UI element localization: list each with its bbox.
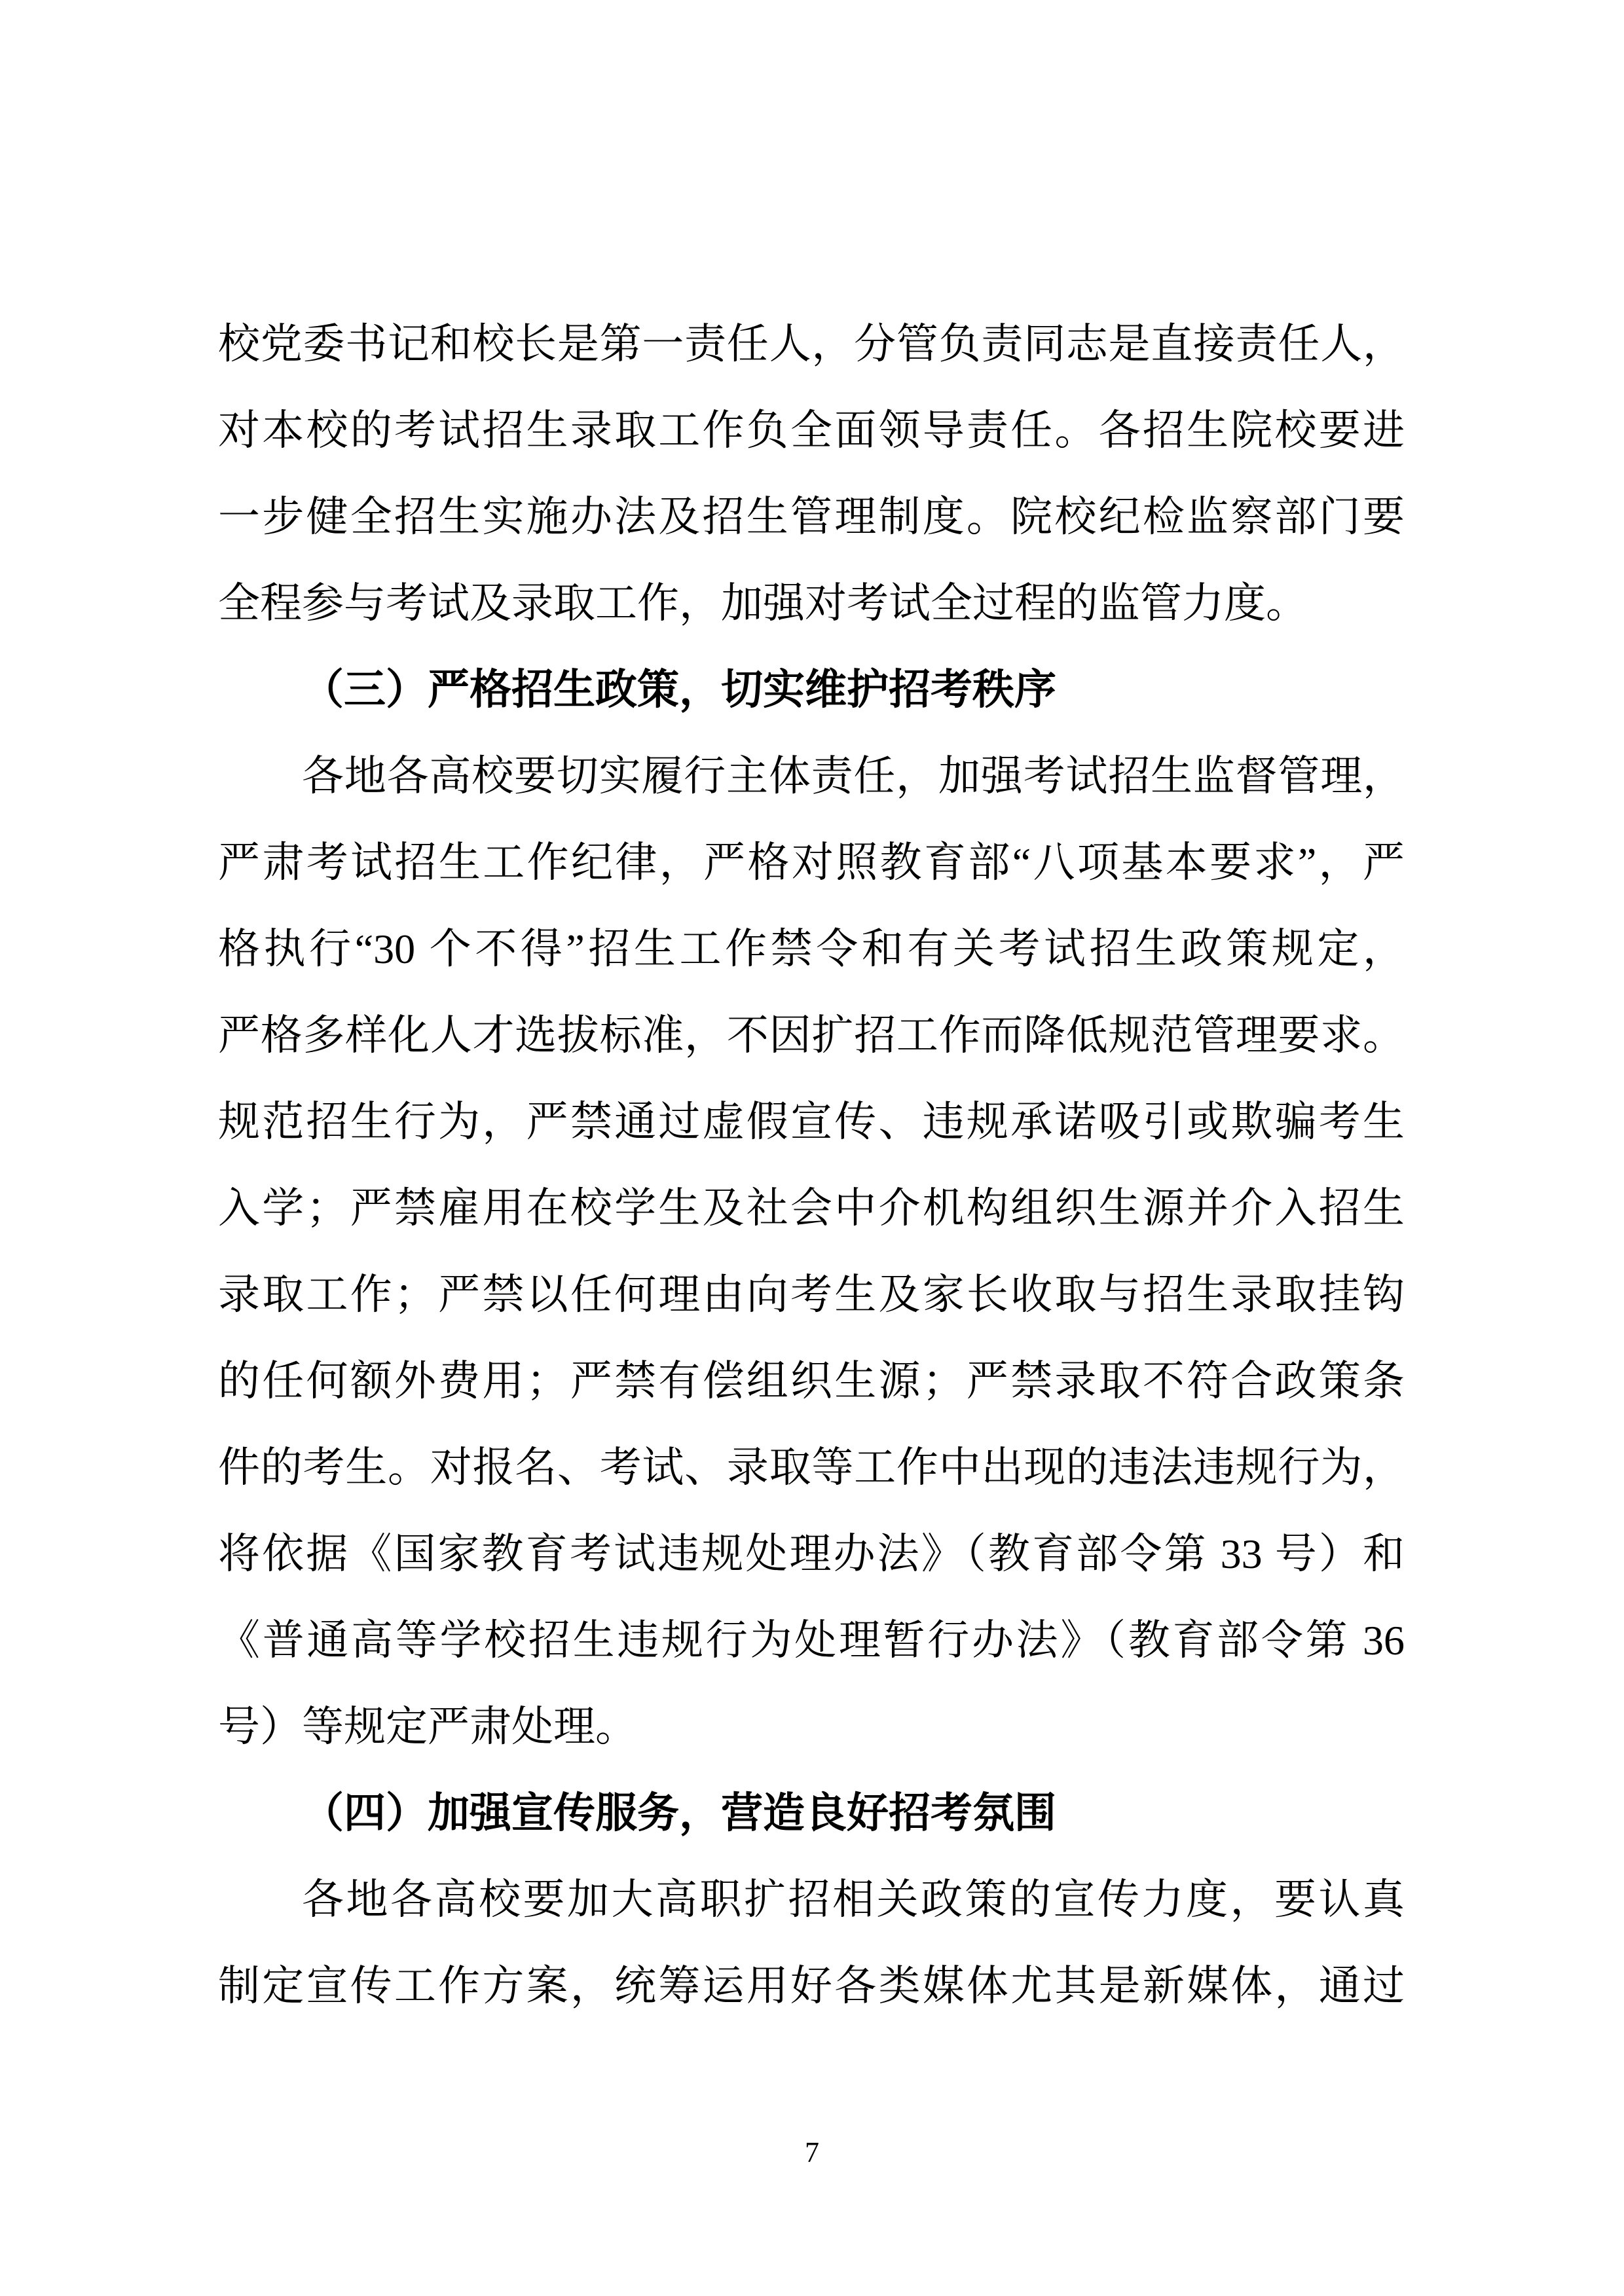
body-line: 号）等规定严肃处理。 [218,1704,637,1750]
body-line: 规范招生行为，严禁通过虚假宣传、违规承诺吸引或欺骗考生 [218,1099,1405,1145]
page-number: 7 [805,2136,819,2168]
document-body [218,301,1405,2030]
body-line: 校党委书记和校长是第一责任人，分管负责同志是直接责任人， [218,321,1405,367]
body-line: 严格多样化人才选拔标准，不因扩招工作而降低规范管理要求。 [218,1012,1405,1059]
section-heading-3: （三）严格招生政策，切实维护招考秩序 [302,666,1056,713]
body-line: 各地各高校要加大高职扩招相关政策的宣传力度，要认真 [302,1876,1405,1923]
body-line: 将依据《国家教育考试违规处理办法》（教育部令第 33 号）和 [218,1531,1405,1577]
body-line: 格执行“30 个不得”招生工作禁令和有关考试招生政策规定， [218,926,1405,972]
body-line: 入学；严禁雇用在校学生及社会中介机构组织生源并介入招生 [218,1185,1405,1231]
body-line: 各地各高校要切实履行主体责任，加强考试招生监督管理， [302,753,1405,799]
body-line: 对本校的考试招生录取工作负全面领导责任。各招生院校要进 [218,407,1405,454]
body-line: 《普通高等学校招生违规行为处理暂行办法》（教育部令第 36 [218,1617,1405,1664]
body-line: 的任何额外费用；严禁有偿组织生源；严禁录取不符合政策条 [218,1358,1405,1404]
body-line: 录取工作；严禁以任何理由向考生及家长收取与招生录取挂钩 [218,1271,1405,1318]
body-line: 制定宣传工作方案，统筹运用好各类媒体尤其是新媒体，通过 [218,1963,1405,2009]
body-line: 严肃考试招生工作纪律，严格对照教育部“八项基本要求”，严 [218,839,1405,886]
body-line: 件的考生。对报名、考试、录取等工作中出现的违法违规行为， [218,1444,1405,1491]
body-line: 全程参与考试及录取工作，加强对考试全过程的监管力度。 [218,580,1308,627]
body-line: 一步健全招生实施办法及招生管理制度。院校纪检监察部门要 [218,494,1405,540]
section-heading-4: （四）加强宣传服务，营造良好招考氛围 [302,1790,1056,1836]
